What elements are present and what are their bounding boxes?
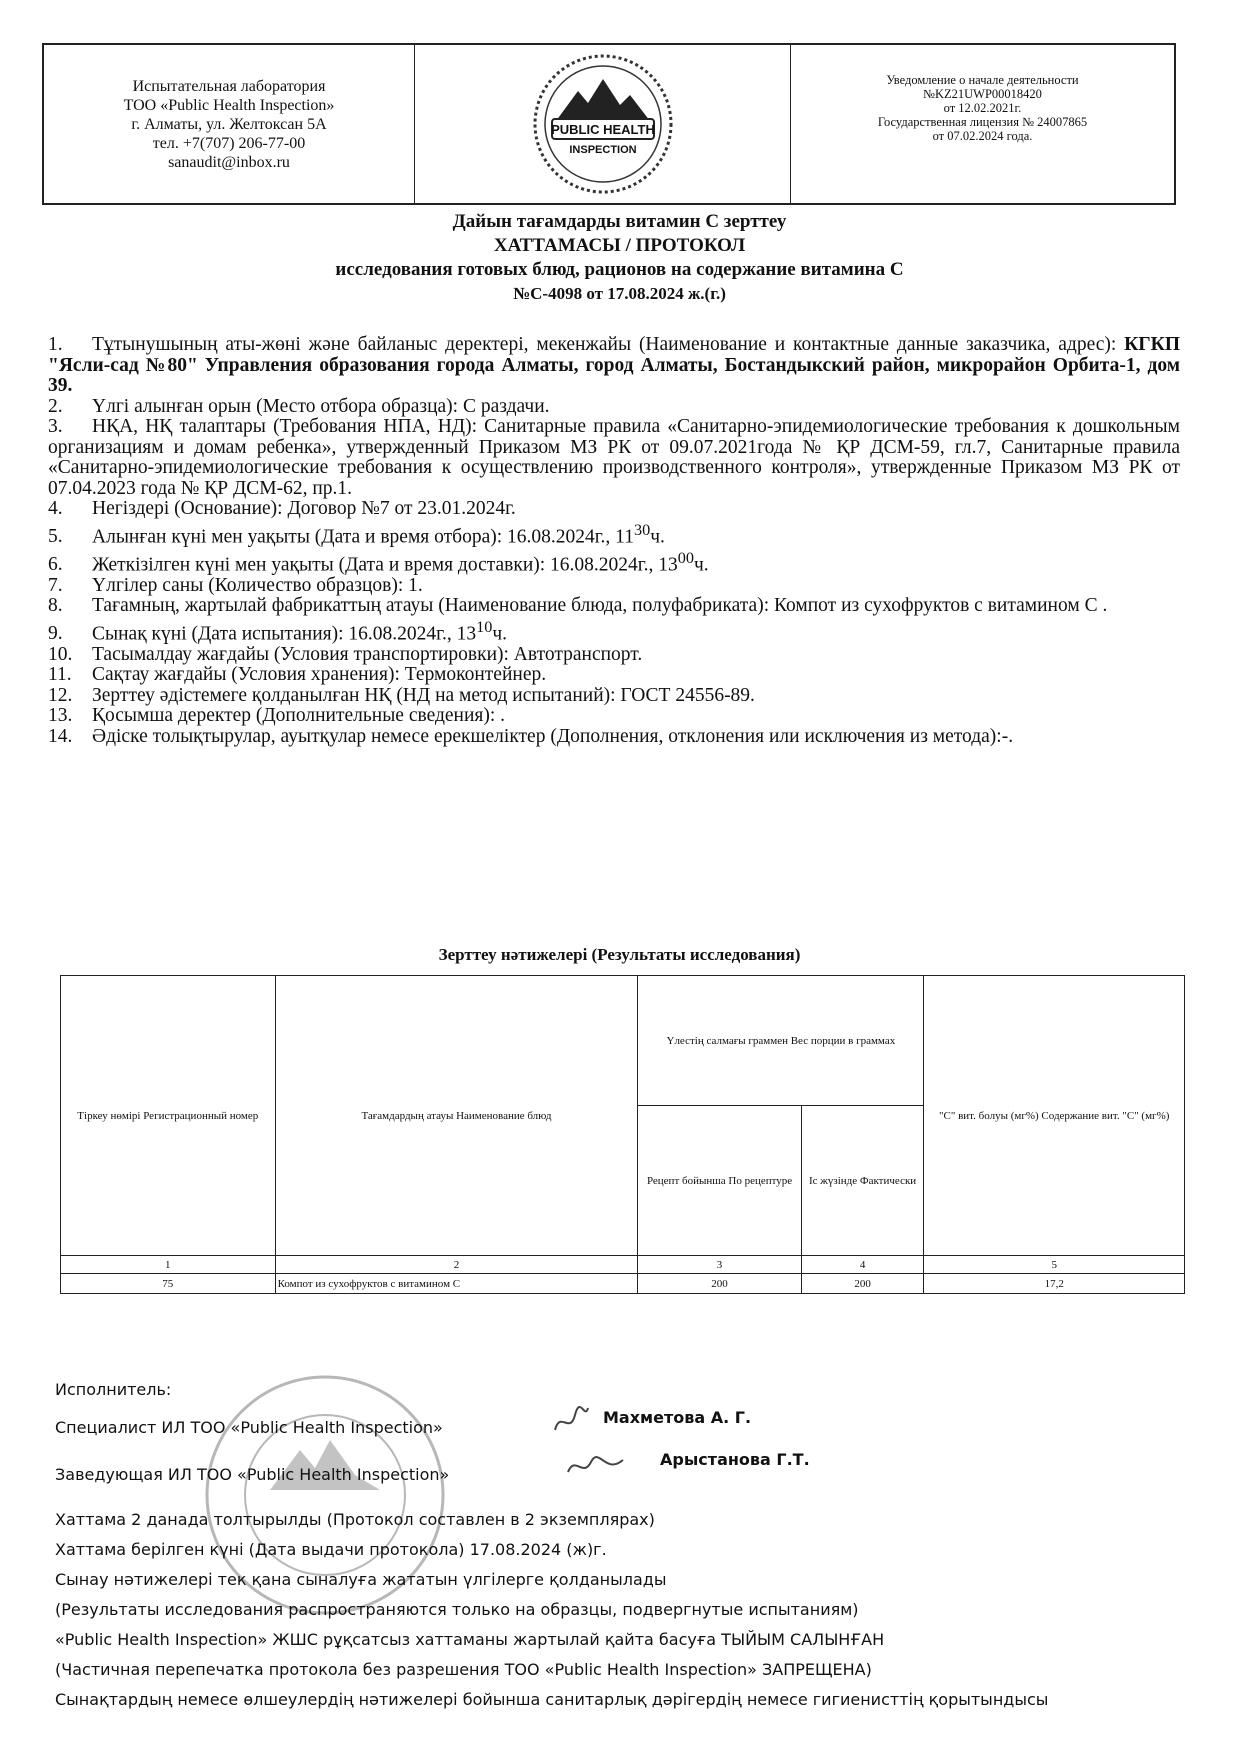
- results-title: Зерттеу нәтижелері (Результаты исследования): [438, 945, 801, 964]
- item-6: 6. Жеткізілген күні мен уақыты (Дата и время доставки): 16.08.2024г., $13^{00}ч$.: [48, 548, 709, 575]
- header-box: [42, 43, 1176, 205]
- col-num: 4: [801, 1256, 924, 1274]
- header-name: Тағамдардың атауы Наименование блюд: [275, 976, 638, 1256]
- signature-head: [565, 1450, 625, 1480]
- notice-line: от 07.02.2024 года.: [932, 129, 1033, 143]
- footer-line-7: Сынақтардың немесе өлшеулердің нәтижелері бойынша санитарлық дәрігердің немесе гигиенисттің қорытындысы: [55, 1690, 1049, 1709]
- item-1: 1. Тұтынушының аты-жөні және байланыс деректері, мекенжайы (Наименование и контактные данные заказчика, адрес): КГКП "Ясли-сад №80" Управления образования города Алматы, город Алматы, Бостандыкский район, микрорайон Орбита-1, дом 39.: [48, 334, 1180, 396]
- footer-line-6: (Частичная перепечатка протокола без разрешения ТОО «Public Health Inspection» ЗАПРЕЩЕНА): [55, 1660, 872, 1679]
- header-recipe: Рецепт бойынша По рецептуре: [638, 1106, 801, 1256]
- lab-line: г. Алматы, ул. Желтоксан 5А: [131, 115, 327, 133]
- footer-line-5: «Public Health Inspection» ЖШС рұқсатсыз хаттаманы жартылай қайта басуға ТЫЙЫМ САЛЫНҒАН: [55, 1630, 885, 1649]
- executor-label: Исполнитель:: [55, 1380, 172, 1399]
- notice-line: Уведомление о начале деятельности: [886, 73, 1079, 87]
- cell-name: Компот из сухофруктов с витамином С: [275, 1274, 638, 1294]
- notice-line: от 12.02.2021г.: [943, 101, 1022, 115]
- lab-line: sanaudit@inbox.ru: [168, 153, 290, 171]
- column-numbers-row: [61, 1256, 1185, 1274]
- footer-line-3: Сынау нәтижелері тек қана сыналуға жататын үлгілерге қолданылады: [55, 1570, 667, 1589]
- footer-line-1: Хаттама 2 данада толтырылды (Протокол составлен в 2 экземплярах): [55, 1510, 655, 1529]
- item-13: 13. Қосымша деректер (Дополнительные сведения): .: [48, 705, 506, 726]
- item-12: 12. Зерттеу әдістемеге қолданылған НҚ (НД на метод испытаний): ГОСТ 24556-89.: [48, 684, 755, 706]
- logo-text-1: PUBLIC HEALTH: [550, 122, 655, 137]
- item-3: 3. НҚА, НҚ талаптары (Требования НПА, НД): Санитарные правила «Санитарно-эпидемиологические требования к дошкольным организациям и домам ребенка», утвержденный Приказом МЗ РК от 09.07.2021года № ҚР ДСМ-59, гл.7, Санитарные правила «Санитарно-эпидемиологические требования к осуществлению производственного контроля», утвержденные Приказом МЗ РК от 07.04.2023 года № ҚР ДСМ-62, пр.1.: [48, 416, 1180, 499]
- item-9: 9. Сынақ күні (Дата испытания): 16.08.2024г., $13^{10}ч$.: [48, 617, 508, 644]
- item-7: 7. Үлгілер саны (Количество образцов): 1.: [48, 574, 423, 596]
- header-vitamin: "С" вит. болуы (мг%) Содержание вит. "С" (мг%): [924, 976, 1185, 1256]
- col-num: 2: [275, 1256, 638, 1274]
- protocol-items: [48, 335, 1180, 747]
- table-row: [61, 1274, 1185, 1294]
- notice-line: №KZ21UWP00018420: [923, 87, 1042, 101]
- item-5: 5. Алынған күні мен уақыты (Дата и время отбора): 16.08.2024г., $11^{30}ч$.: [48, 520, 665, 547]
- logo-text-2: INSPECTION: [568, 144, 637, 156]
- item-8: 8. Тағамның, жартылай фабрикаттың атауы (Наименование блюда, полуфабриката): Компот из сухофруктов с витамином С .: [48, 595, 1108, 616]
- head-name: Арыстанова Г.Т.: [660, 1450, 810, 1469]
- notice-line: Государственная лицензия № 24007865: [877, 115, 1088, 129]
- lab-info: [44, 45, 415, 203]
- lab-line: тел. +7(707) 206-77-00: [152, 134, 306, 152]
- header-reg: Тіркеу нөмірі Регистрационный номер: [61, 976, 276, 1256]
- item-10: 10. Тасымалдау жағдайы (Условия транспортировки): Автотранспорт.: [48, 643, 643, 665]
- item-4: 4. Негіздері (Основание): Договор №7 от 23.01.2024г.: [48, 498, 516, 519]
- item-11: 11. Сақтау жағдайы (Условия хранения): Термоконтейнер.: [48, 664, 547, 685]
- item-14: 14. Әдіске толықтырулар, ауытқулар немесе ерекшеліктер (Дополнения, отклонения или исключения из метода):-.: [48, 725, 1014, 747]
- lab-line: ТОО «Public Health Inspection»: [123, 96, 335, 114]
- cell-vitamin: 17,2: [924, 1274, 1185, 1294]
- results-table: [60, 975, 1185, 1294]
- signature-specialist: [550, 1400, 590, 1440]
- cell-reg: 75: [61, 1274, 276, 1294]
- cell-fact: 200: [801, 1274, 924, 1294]
- cell-recipe: 200: [638, 1274, 801, 1294]
- head-title: Заведующая ИЛ ТОО «Public Health Inspection»: [55, 1465, 450, 1484]
- title-protocol: ХАТТАМАСЫ / ПРОТОКОЛ: [493, 235, 746, 256]
- document-title: [0, 210, 1239, 306]
- header-fact: Іс жүзінде Фактически: [801, 1106, 924, 1256]
- title-line-ru: исследования готовых блюд, рационов на содержание витамина С: [335, 259, 904, 280]
- footer-line-4: (Результаты исследования распространяются только на образцы, подвергнутые испытаниям): [55, 1600, 859, 1619]
- logo-cell: [415, 45, 791, 203]
- header-weight: Үлестің салмағы граммен Вес порции в граммах: [638, 976, 924, 1106]
- title-line-kz: Дайын тағамдарды витамин С зерттеу: [452, 211, 787, 232]
- col-num: 3: [638, 1256, 801, 1274]
- notice-info: [791, 45, 1174, 203]
- specialist-name: Махметова А. Г.: [603, 1408, 752, 1427]
- specialist-title: Специалист ИЛ ТОО «Public Health Inspection»: [55, 1418, 443, 1437]
- col-num: 5: [924, 1256, 1185, 1274]
- protocol-number: №С-4098 от 17.08.2024 ж.(г.): [513, 284, 726, 303]
- company-logo: [528, 49, 678, 199]
- col-num: 1: [61, 1256, 276, 1274]
- footer-line-2: Хаттама берілген күні (Дата выдачи протокола) 17.08.2024 (ж)г.: [55, 1540, 607, 1559]
- lab-line: Испытательная лаборатория: [132, 77, 326, 95]
- item-2: 2. Үлгі алынған орын (Место отбора образца): С раздачи.: [48, 395, 550, 417]
